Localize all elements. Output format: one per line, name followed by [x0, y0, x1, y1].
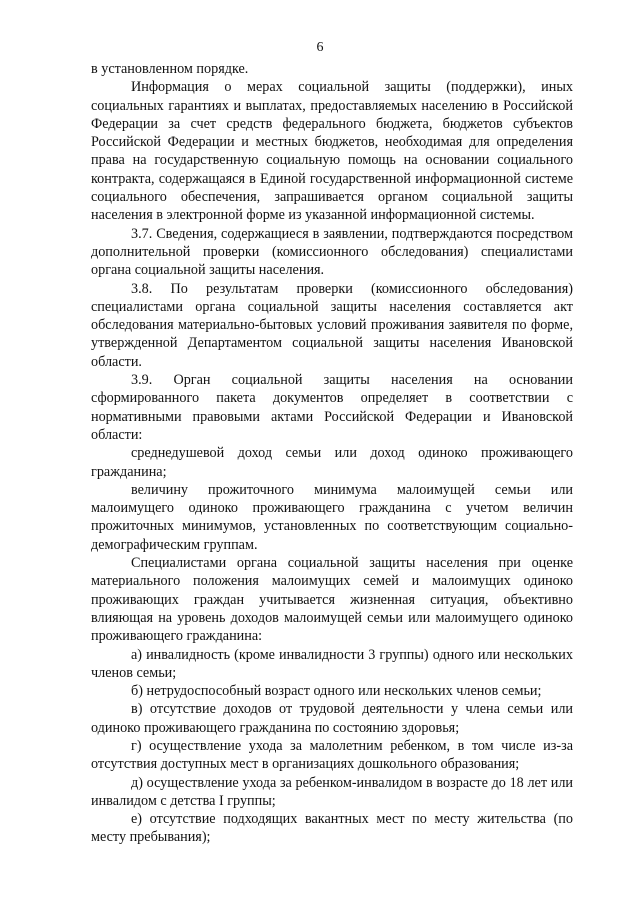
- list-item-b: б) нетрудоспособный возраст одного или нескольких членов семьи;: [131, 683, 542, 700]
- paragraph-info-social-measures: Информация о мерах социальной защиты (поддержки), иных социальных гарантиях и выплатах, предоставляемых населению в Российской Федерации за счет средств федерального бюджета, бюджетов субъектов Российской Федерации и местных бюджетов, необходимая для определения права на государственную социальную помощь на основании социального контракта, содержащаяся в Единой государственной информационной системе социального обеспечения, запрашивается органом социальной защиты населения в электронной форме из указанной информационной системы.: [91, 79, 573, 224]
- page-number: 6: [316, 40, 324, 55]
- paragraph-item-3-9: 3.9. Орган социальной защиты населения на основании сформированного пакета документов определяет в соответствии с нормативными правовыми актами Российской Федерации и Ивановской области:: [91, 372, 573, 443]
- paragraph-continuation: в установленном порядке.: [91, 61, 249, 77]
- paragraph-life-situation: Специалистами органа социальной защиты населения при оценке материального положения малоимущих семей и малоимущих одиноко проживающих граждан учитывается жизненная ситуация, объективно влияющая на уровень доходов малоимущей семьи или малоимущего одиноко проживающего гражданина:: [91, 555, 573, 645]
- paragraph-item-3-7: 3.7. Сведения, содержащиеся в заявлении, подтверждаются посредством дополнительной проверки (комиссионного обследования) специалистами органа социальной защиты населения.: [91, 225, 573, 279]
- list-item-a: а) инвалидность (кроме инвалидности 3 группы) одного или нескольких членов семьи;: [91, 646, 573, 681]
- paragraph-item-3-8: 3.8. По результатам проверки (комиссионного обследования) специалистами органа социальной защиты населения составляется акт обследования материально-бытовых условий проживания заявителя по форме, утвержденной Департаментом социальной защиты населения Ивановской области.: [91, 280, 573, 370]
- list-item-e: е) отсутствие подходящих вакантных мест по месту жительства (по месту пребывания);: [91, 811, 573, 846]
- document-body: [91, 60, 573, 847]
- paragraph-per-capita-income: среднедушевой доход семьи или доход одиноко проживающего гражданина;: [91, 445, 573, 480]
- list-item-d: д) осуществление ухода за ребенком-инвалидом в возрасте до 18 лет или инвалидом с детства I группы;: [91, 774, 573, 809]
- list-item-g: г) осуществление ухода за малолетним ребенком, в том числе из-за отсутствия доступных мест в организациях дошкольного образования;: [91, 737, 573, 773]
- list-item-v: в) отсутствие доходов от трудовой деятельности у члена семьи или одиноко проживающего гражданина по состоянию здоровья;: [91, 701, 573, 736]
- paragraph-subsistence-minimum: величину прожиточного минимума малоимущей семьи или малоимущего одиноко проживающего гражданина с учетом величин прожиточных минимумов, установленных по соответствующим социально-демографическим группам.: [91, 481, 573, 553]
